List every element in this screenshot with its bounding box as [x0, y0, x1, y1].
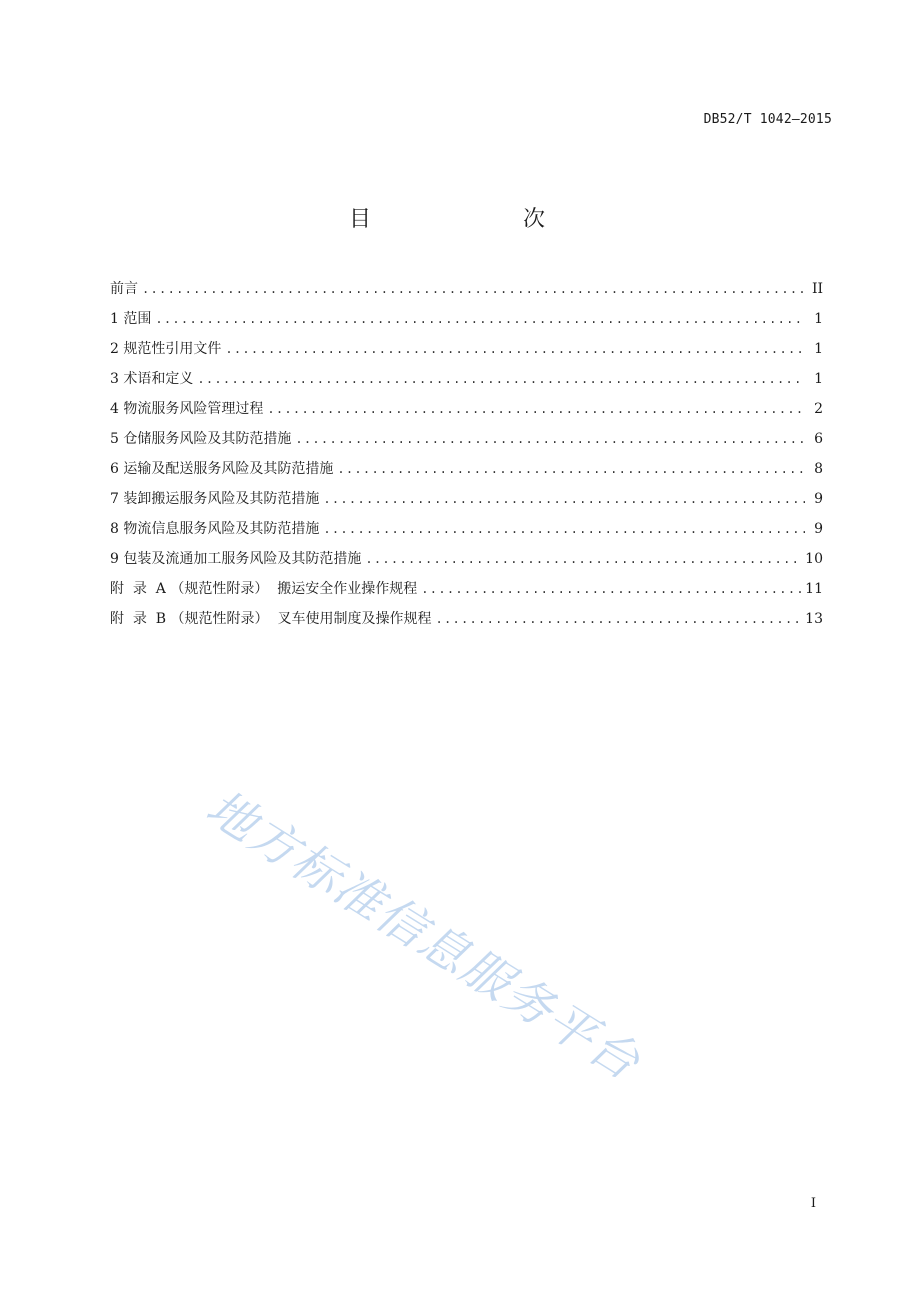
toc-entry-title: 附 录 B （规范性附录） 叉车使用制度及操作规程 [110, 611, 432, 627]
toc-entry-title: 7 装卸搬运服务风险及其防范措施 [110, 491, 320, 507]
toc-entry-title: 4 物流服务风险管理过程 [110, 401, 264, 417]
toc-entry-page: 1 [814, 371, 823, 387]
dot-leader [155, 308, 805, 330]
toc-entry-normative-references[interactable] [110, 338, 823, 368]
toc-entry-title: 5 仓储服务风险及其防范措施 [110, 431, 292, 447]
toc-entry-page: 8 [814, 461, 823, 477]
toc-entry-information-service-risk[interactable] [110, 518, 823, 548]
toc-entry-page: 11 [805, 581, 823, 597]
toc-entry-foreword[interactable] [110, 278, 823, 308]
toc-entry-title: 3 术语和定义 [110, 371, 194, 387]
dot-leader [295, 428, 805, 450]
toc-entry-page: 2 [814, 401, 823, 417]
toc-entry-risk-management-process[interactable] [110, 398, 823, 428]
dot-leader [197, 368, 805, 390]
watermark: 地方标准信息服务平台 [196, 779, 651, 1092]
toc-entry-page: 13 [805, 611, 823, 627]
toc-title: 目 次 [349, 207, 591, 232]
toc-entry-page: 9 [814, 521, 823, 537]
toc-entry-title: 6 运输及配送服务风险及其防范措施 [110, 461, 334, 477]
toc-entry-annex-a[interactable] [110, 578, 823, 608]
toc-entry-title: 8 物流信息服务风险及其防范措施 [110, 521, 320, 537]
toc-entry-page: 6 [814, 431, 823, 447]
table-of-contents [110, 278, 823, 638]
toc-entry-page: 9 [814, 491, 823, 507]
toc-entry-handling-risk[interactable] [110, 488, 823, 518]
toc-entry-terms-definitions[interactable] [110, 368, 823, 398]
toc-entry-title: 1 范围 [110, 311, 152, 327]
dot-leader [225, 338, 805, 360]
toc-entry-page: 1 [814, 311, 823, 327]
toc-entry-annex-b[interactable] [110, 608, 823, 638]
toc-entry-page: II [811, 281, 823, 297]
dot-leader [323, 518, 805, 540]
toc-entry-page: 1 [814, 341, 823, 357]
toc-entry-title: 9 包装及流通加工服务风险及其防范措施 [110, 551, 362, 567]
dot-leader [323, 488, 805, 510]
toc-entry-transport-delivery-risk[interactable] [110, 458, 823, 488]
standard-code: DB52/T 1042—2015 [703, 112, 832, 127]
toc-entry-title: 2 规范性引用文件 [110, 341, 222, 357]
page-number: I [810, 1196, 816, 1211]
toc-entry-title: 前言 [110, 281, 138, 297]
dot-leader [365, 548, 801, 570]
toc-entry-packaging-processing-risk[interactable] [110, 548, 823, 578]
dot-leader [435, 608, 801, 630]
dot-leader [421, 578, 801, 600]
toc-entry-scope[interactable] [110, 308, 823, 338]
dot-leader [267, 398, 805, 420]
toc-entry-page: 10 [805, 551, 823, 567]
dot-leader [337, 458, 805, 480]
toc-entry-title: 附 录 A （规范性附录） 搬运安全作业操作规程 [110, 581, 418, 597]
dot-leader [142, 278, 805, 300]
toc-entry-warehousing-risk[interactable] [110, 428, 823, 458]
